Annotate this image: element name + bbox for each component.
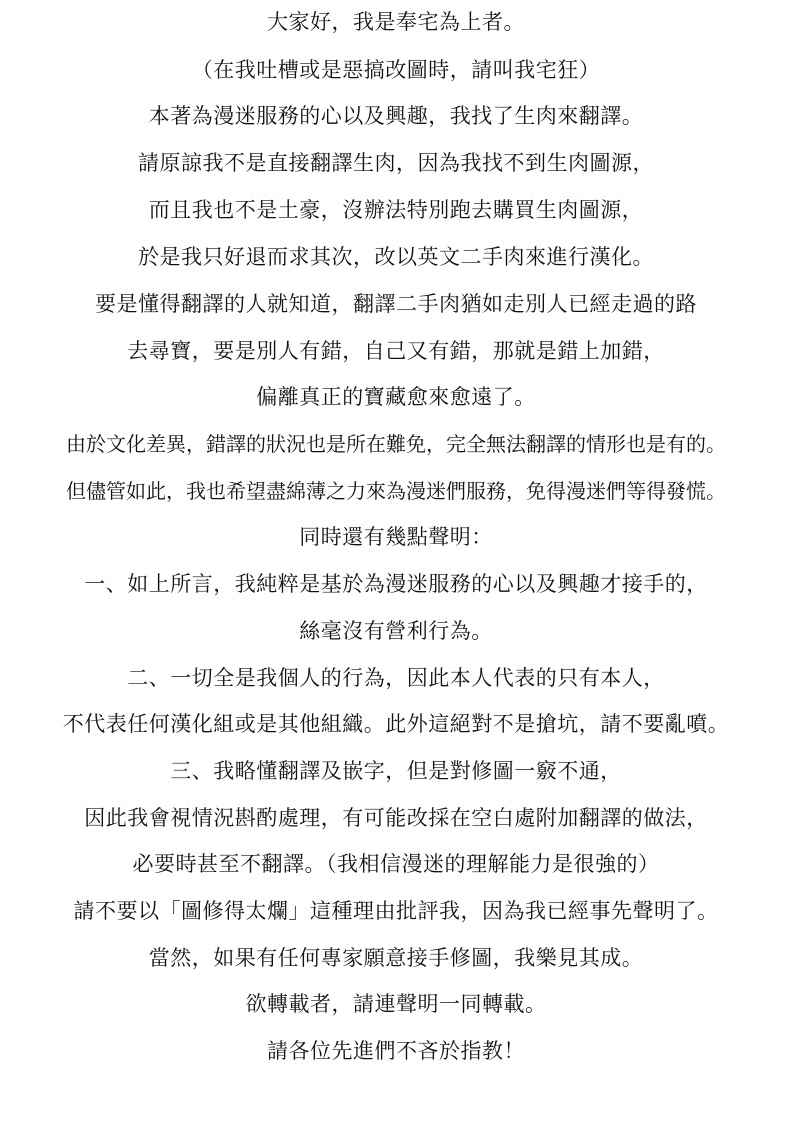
greeting-line: 大家好，我是奉宅為上者。	[267, 10, 525, 34]
translation-analogy-line: 要是懂得翻譯的人就知道，翻譯二手肉猶如走別人已經走過的路	[95, 292, 697, 316]
english-source-line: 於是我只好退而求其次，改以英文二手肉來進行漢化。	[138, 245, 654, 269]
declaration-three-line: 三、我略懂翻譯及嵌字，但是對修圖一竅不通，	[170, 759, 622, 783]
apology-line: 請原諒我不是直接翻譯生肉，因為我找不到生肉圖源，	[138, 151, 654, 175]
error-compound-line: 去尋寶，要是別人有錯，自己又有錯，那就是錯上加錯，	[127, 339, 665, 363]
no-translate-line: 必要時甚至不翻譯。（我相信漫迷的理解能力是很強的）	[132, 852, 660, 876]
source-line: 而且我也不是土豪，沒辦法特別跑去購買生肉圖源，	[148, 198, 644, 222]
handling-line: 因此我會視情況斟酌處理，有可能改採在空白處附加翻譯的做法，	[84, 806, 708, 830]
repost-line: 欲轉載者，請連聲明一同轉載。	[245, 992, 547, 1016]
declaration-heading: 同時還有幾點聲明：	[299, 525, 493, 549]
service-wish-line: 但儘管如此，我也希望盡綿薄之力來為漫迷們服務，免得漫迷們等得發慌。	[66, 479, 726, 503]
deviation-line: 偏離真正的寶藏愈來愈遠了。	[256, 385, 536, 409]
no-group-line: 不代表任何漢化組或是其他組織。此外這絕對不是搶坑，請不要亂噴。	[62, 712, 730, 736]
criticism-line: 請不要以「圖修得太爛」這種理由批評我，因為我已經事先聲明了。	[73, 899, 719, 923]
nickname-line: （在我吐槽或是惡搞改圖時，請叫我宅狂）	[191, 58, 601, 82]
closing-line: 請各位先進們不吝於指教！	[267, 1039, 525, 1063]
declaration-one-line: 一、如上所言，我純粹是基於為漫迷服務的心以及興趣才接手的，	[84, 572, 708, 596]
motivation-line: 本著為漫迷服務的心以及興趣，我找了生肉來翻譯。	[148, 104, 644, 128]
expert-welcome-line: 當然，如果有任何專家願意接手修圖，我樂見其成。	[148, 946, 644, 970]
cultural-difference-line: 由於文化差異，錯譯的狀況也是所在難免，完全無法翻譯的情形也是有的。	[66, 432, 726, 456]
no-profit-line: 絲毫沒有營利行為。	[299, 619, 493, 643]
declaration-two-line: 二、一切全是我個人的行為，因此本人代表的只有本人，	[127, 666, 665, 690]
